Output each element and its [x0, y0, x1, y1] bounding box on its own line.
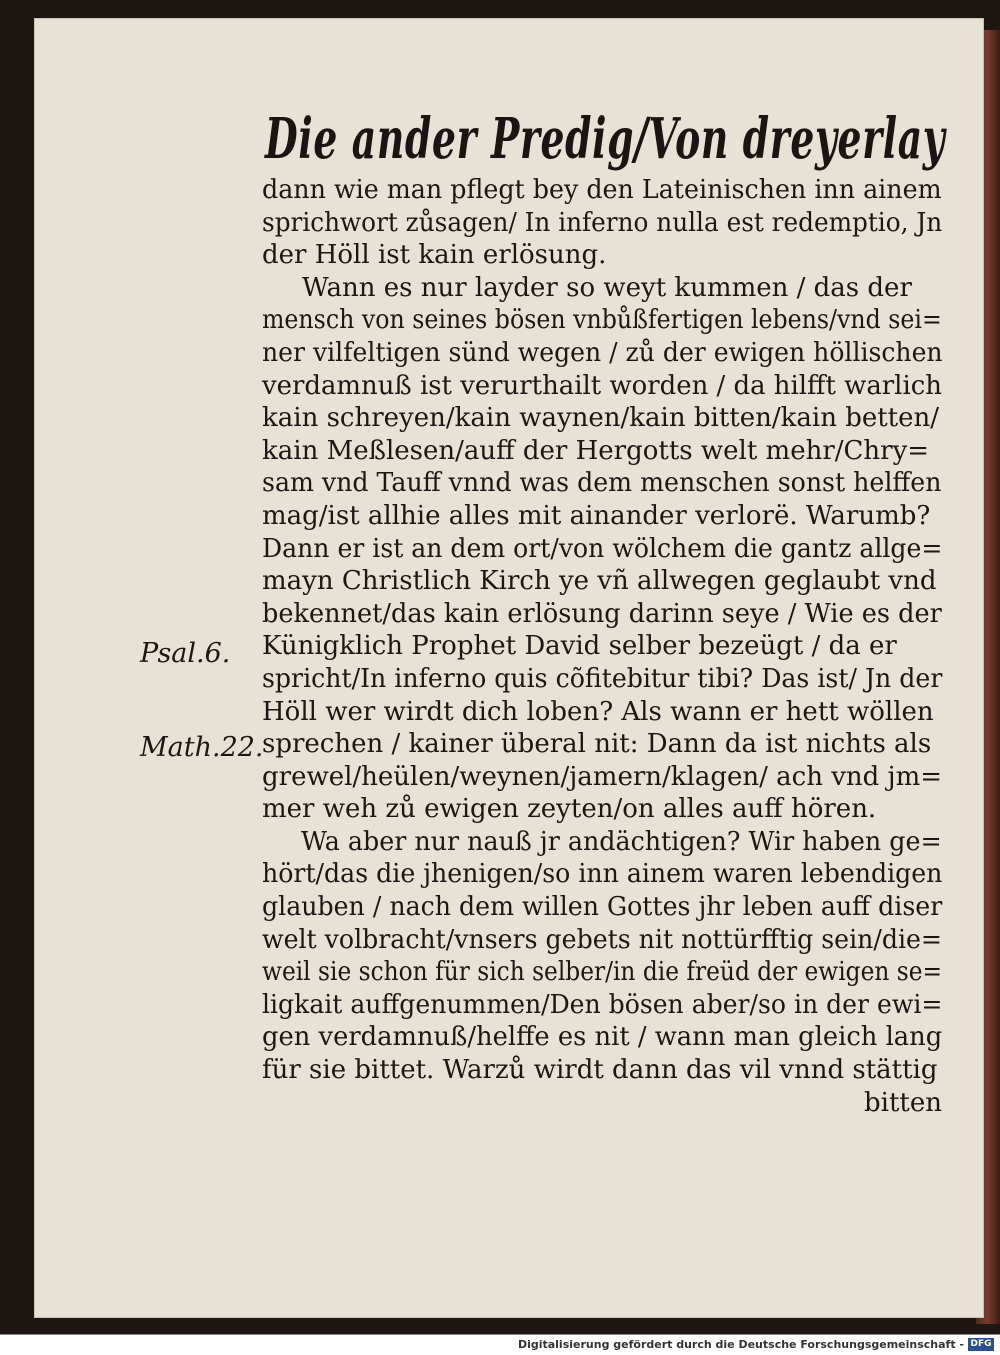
- text-line: Höll wer wirdt dich loben? Als wann er hett wöllen: [262, 696, 934, 727]
- text-line: ligkait auffgenummen/Den bösen aber/so in der ewi=: [262, 989, 943, 1020]
- text-line: hört/das die jhenigen/so inn ainem waren lebendigen: [262, 859, 943, 890]
- text-line: kain Meßlesen/auff der Hergotts welt mehr/Chry=: [262, 435, 930, 466]
- text-line: ner vilfeltigen sünd wegen / zů der ewigen höllischen: [262, 337, 943, 368]
- text-line: gen verdamnuß/helffe es nit / wann man gleich lang: [262, 1022, 943, 1053]
- text-line: spricht/In inferno quis cõfitebitur tibi? Das ist/ Jn der: [262, 663, 943, 694]
- text-line: Wa aber nur nauß jr andächtigen? Wir haben ge=: [300, 826, 942, 857]
- marginal-note-matthew: Math.22.: [140, 732, 264, 763]
- text-line: Dann er ist an dem ort/von wölchem die gantz allge=: [262, 533, 943, 564]
- body-text: [262, 174, 942, 1119]
- text-line: verdamnuß ist verurthailt worden / da hilfft warlich: [262, 370, 942, 401]
- funding-notice: Digitalisierung gefördert durch die Deutsche Forschungsgemeinschaft -: [517, 1338, 964, 1351]
- catchword: bitten: [864, 1087, 942, 1118]
- text-line: sprechen / kainer überal nit: Dann da ist nichts als: [262, 729, 932, 760]
- text-line: der Höll ist kain erlösung.: [262, 240, 607, 271]
- text-line: dann wie man pflegt bey den Lateinischen inn ainem: [262, 175, 942, 205]
- text-line: Wann es nur layder so weyt kummen / das der: [302, 272, 912, 303]
- footer-bar: [0, 1334, 1000, 1355]
- text-line: welt volbracht/vnsers gebets nit nottürfftig sein/die=: [262, 924, 943, 955]
- text-line: bekennet/das kain erlösung darinn seye / Wie es der: [262, 598, 942, 629]
- text-line: mag/ist allhie alles mit ainander verlorë. Warumb?: [262, 500, 931, 531]
- page-header: Die ander Predig/Von dreyerlay: [265, 106, 946, 172]
- text-line: sam vnd Tauff vnnd was dem menschen sonst helffen: [262, 468, 942, 499]
- text-line: glauben / nach dem willen Gottes jhr leben auff diser: [262, 892, 943, 923]
- text-line: mayn Christlich Kirch ye vñ allwegen geglaubt vnd: [262, 566, 937, 597]
- text-line: Künigklich Prophet David selber bezeügt / da er: [262, 631, 897, 662]
- dfg-logo-icon: DFG: [968, 1338, 994, 1351]
- text-line: mensch von seines bösen vnbůßfertigen lebens/vnd sei=: [262, 305, 942, 336]
- text-line: sprichwort zůsagen/ In inferno nulla est redemptio, Jn: [262, 207, 943, 238]
- text-line: weil sie schon für sich selber/in die freüd der ewigen se=: [262, 957, 943, 988]
- text-line: grewel/heülen/weynen/jamern/klagen/ ach vnd jm=: [262, 761, 943, 792]
- text-line: mer weh zů ewigen zeyten/on alles auff hören.: [262, 794, 877, 825]
- marginal-note-psalm: Psal.6.: [140, 638, 231, 669]
- text-line: kain schreyen/kain waynen/kain bitten/kain betten/: [262, 403, 940, 434]
- text-line: für sie bittet. Warzů wirdt dann das vil vnnd stättig: [262, 1055, 938, 1086]
